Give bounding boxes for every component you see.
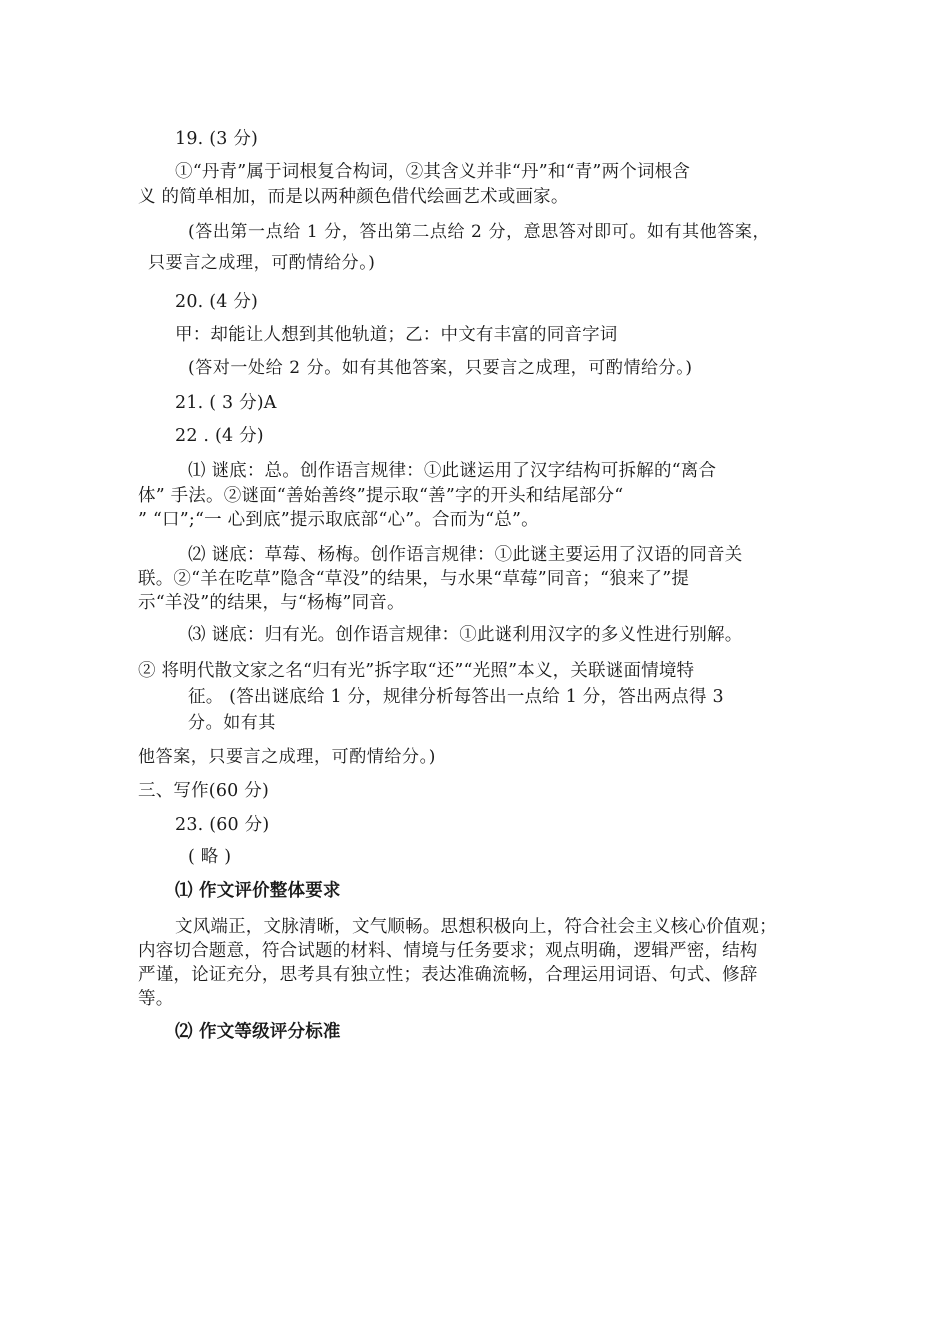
q20-scoring-note: (答对一处给 2 分。如有其他答案，只要言之成理，可酌情给分。) [188, 358, 693, 378]
q22-part1-line-3: ” “口”;“一 心到底”提示取底部“心”。合而为“总”。 [138, 510, 539, 530]
essay-grading-standards-heading: ⑵ 作文等级评分标准 [175, 1022, 341, 1042]
q22-part3-line-3: 征。 (答出谜底给 1 分，规律分析每答出一点给 1 分，答出两点得 3 [188, 687, 724, 707]
q22-scoring-note-1: 分。如有其 [188, 713, 276, 733]
q22-scoring-note-2: 他答案，只要言之成理，可酌情给分。) [138, 747, 436, 767]
section-three-heading: 三、写作(60 分) [138, 781, 269, 801]
q22-part2-line-2: 联。②“羊在吃草”隐含“草没”的结果，与水果“草莓”同音；“狼来了”提 [138, 569, 690, 589]
essay-requirements-line-4: 等。 [138, 989, 174, 1009]
essay-requirements-line-1: 文风端正，文脉清晰，文气顺畅。思想积极向上，符合社会主义核心价值观； [175, 917, 777, 937]
essay-requirements-line-2: 内容切合题意，符合试题的材料、情境与任务要求；观点明确，逻辑严密，结构 [138, 941, 758, 961]
essay-overall-requirements-heading: ⑴ 作文评价整体要求 [175, 881, 341, 901]
q19-scoring-note-1: (答出第一点给 1 分，答出第二点给 2 分，意思答对即可。如有其他答案， [188, 222, 771, 242]
q21-answer: 21. ( 3 分)A [175, 393, 277, 413]
q22-part3-line-1: ⑶ 谜底：归有光。创作语言规律：①此谜利用汉字的多义性进行别解。 [188, 625, 743, 645]
q22-part2-line-1: ⑵ 谜底：草莓、杨梅。创作语言规律：①此谜主要运用了汉语的同音关 [188, 545, 743, 565]
q22-part2-line-3: 示“羊没”的结果，与“杨梅”同音。 [138, 593, 405, 613]
q23-omitted: ( 略 ) [188, 847, 232, 867]
essay-requirements-line-3: 严谨，论证充分，思考具有独立性；表达准确流畅，合理运用词语、句式、修辞 [138, 965, 758, 985]
q22-part1-line-2: 体” 手法。②谜面“善始善终”提示取“善”字的开头和结尾部分“ [138, 486, 624, 506]
q19-heading: 19. (3 分) [175, 129, 259, 149]
q22-heading: 22 . (4 分) [175, 426, 264, 446]
q20-heading: 20. (4 分) [175, 292, 259, 312]
q22-part3-line-2: ② 将明代散文家之名“归有光”拆字取“还”“光照”本义，关联谜面情境特 [138, 661, 695, 681]
q22-part1-line-1: ⑴ 谜底：总。创作语言规律：①此谜运用了汉字结构可拆解的“离合 [188, 461, 717, 481]
q20-answer: 甲：却能让人想到其他轨道；乙：中文有丰富的同音字词 [175, 325, 618, 345]
q19-answer-line-2: 义 的简单相加，而是以两种颜色借代绘画艺术或画家。 [138, 187, 569, 207]
q19-answer-line-1: ①“丹青”属于词根复合构词，②其含义并非“丹”和“青”两个词根含 [175, 162, 691, 182]
q23-heading: 23. (60 分) [175, 815, 270, 835]
q19-scoring-note-2: 只要言之成理，可酌情给分。) [148, 253, 376, 273]
